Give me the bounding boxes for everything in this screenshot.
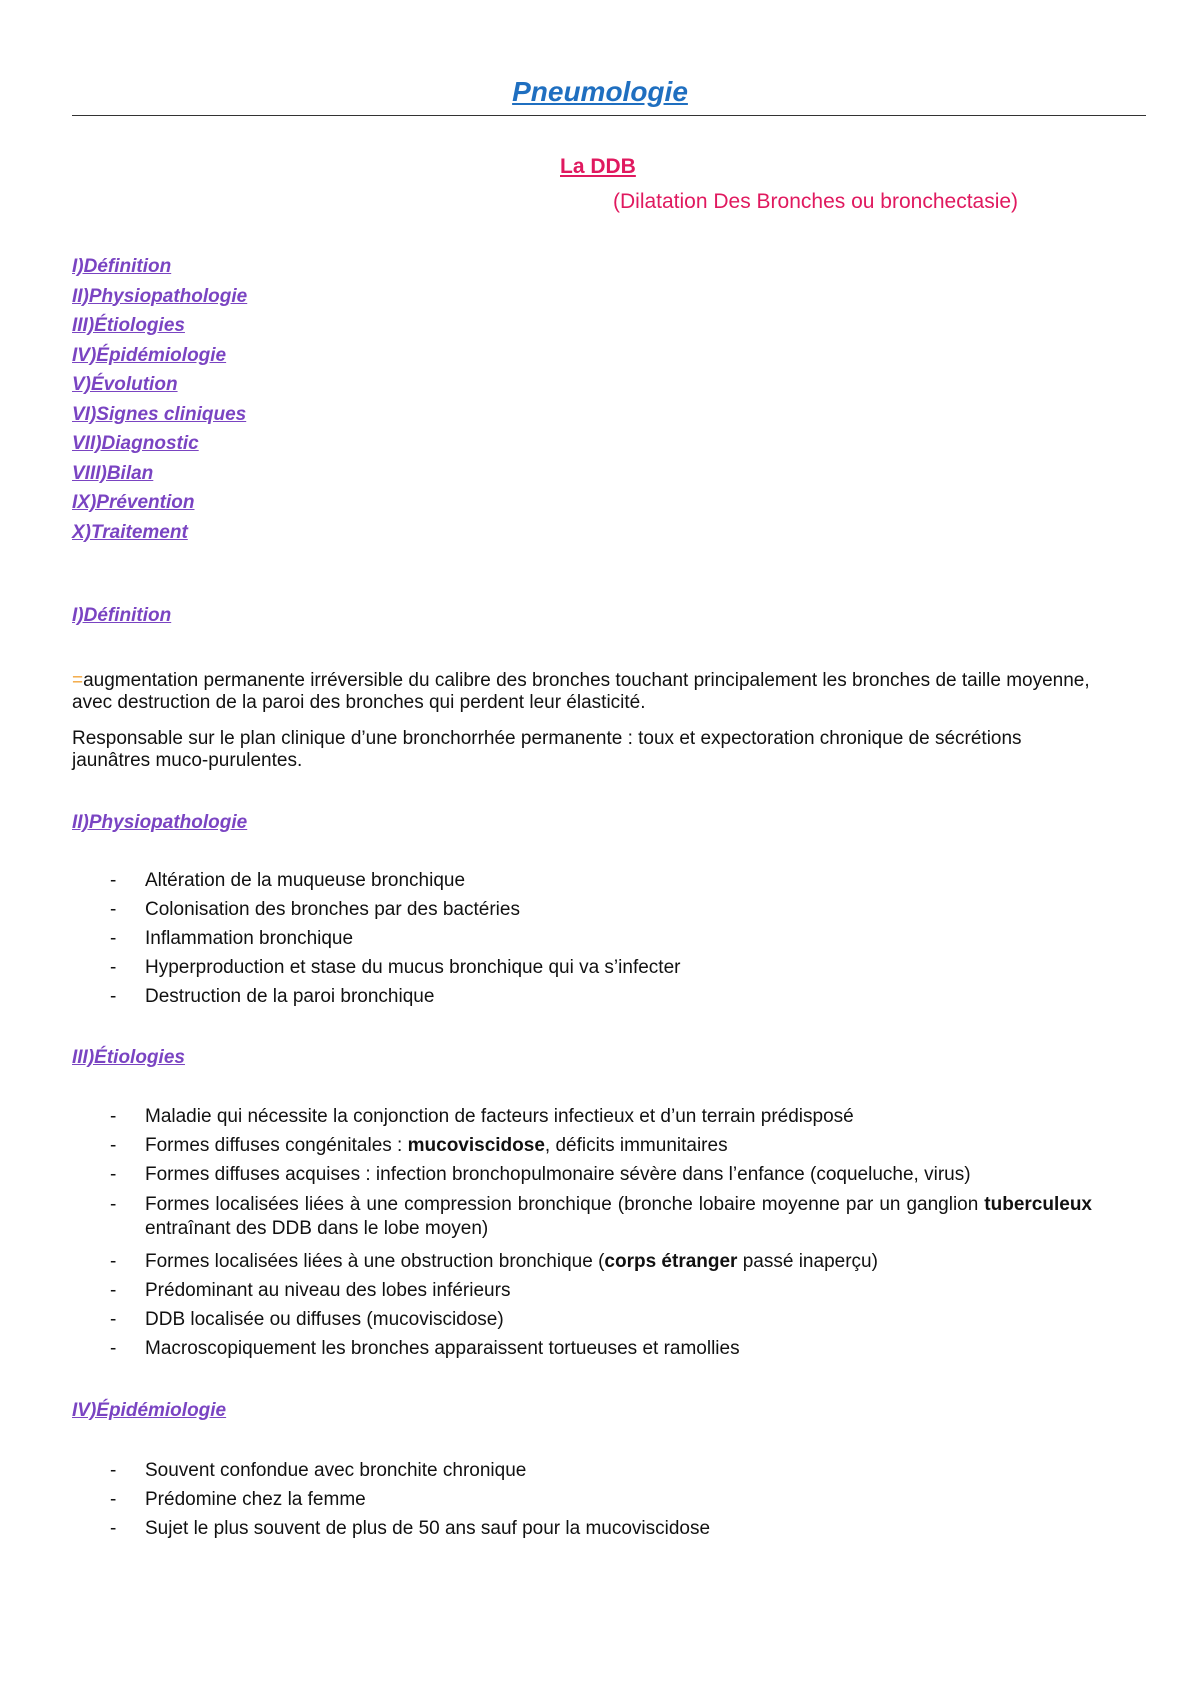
list-item: - DDB localisée ou diffuses (mucoviscidose) (72, 1305, 1092, 1334)
section-heading-physiopathologie: II)Physiopathologie (72, 812, 248, 833)
table-of-contents (72, 252, 247, 547)
subject-title: La DDB (560, 155, 636, 178)
section-heading-definition: I)Définition (72, 605, 172, 626)
list-item: - Macroscopiquement les bronches apparaissent tortueuses et ramollies (72, 1334, 1092, 1363)
definition-paragraph (72, 670, 1112, 714)
list-item: - Altération de la muqueuse bronchique (72, 866, 1092, 895)
item-text: Formes localisées liées à une obstruction bronchique ( (145, 1251, 605, 1272)
list-item: - Souvent confondue avec bronchite chronique (72, 1456, 1092, 1485)
subject-subtitle: (Dilatation Des Bronches ou bronchectasie) (613, 190, 1019, 213)
list-item: - Destruction de la paroi bronchique (72, 982, 1092, 1011)
toc-link-epidemiologie[interactable]: IV)Épidémiologie (72, 344, 227, 366)
list-item: - Maladie qui nécessite la conjonction de facteurs infectieux et d’un terrain prédisposé (72, 1102, 1092, 1131)
toc-link-etiologies[interactable]: III)Étiologies (72, 315, 185, 336)
item-emphasis: corps étranger (604, 1251, 738, 1272)
item-text: Formes localisées liées à une compression bronchique (bronche lobaire moyenne par un ganglion (145, 1194, 985, 1215)
item-text: entraînant des DDB dans le lobe moyen) (145, 1218, 489, 1239)
item-emphasis: tuberculeux (984, 1194, 1092, 1215)
item-text: Formes diffuses congénitales : (145, 1135, 408, 1156)
toc-link-evolution[interactable]: V)Évolution (72, 374, 178, 395)
toc-link-physiopathologie[interactable]: II)Physiopathologie (72, 285, 248, 307)
item-emphasis: mucoviscidose (407, 1135, 545, 1156)
list-item: - Prédomine chez la femme (72, 1485, 1092, 1514)
equals-sign: = (72, 670, 84, 691)
section-heading-epidemiologie: IV)Épidémiologie (72, 1400, 227, 1421)
toc-link-definition[interactable]: I)Définition (72, 256, 172, 277)
item-text: , déficits immunitaires (544, 1135, 728, 1156)
item-text: passé inaperçu) (737, 1251, 878, 1272)
toc-link-bilan[interactable]: VIII)Bilan (72, 462, 154, 484)
list-item: - Sujet le plus souvent de plus de 50 ans sauf pour la mucoviscidose (72, 1514, 1092, 1543)
list-item: - Hyperproduction et stase du mucus bronchique qui va s’infecter (72, 953, 1092, 982)
etiologies-list (72, 1102, 1092, 1363)
clinical-paragraph: Responsable sur le plan clinique d’une bronchorrhée permanente : toux et expectoration chronique de sécrétions jaunâtres muco-purulentes. (72, 728, 1022, 771)
list-item (72, 1193, 1092, 1241)
list-item: - Formes diffuses acquises : infection bronchopulmonaire sévère dans l’enfance (coqueluche, virus) (72, 1160, 1092, 1189)
toc-link-traitement[interactable]: X)Traitement (72, 521, 188, 543)
list-item: - Inflammation bronchique (72, 924, 1092, 953)
definition-text: augmentation permanente irréversible du calibre des bronches touchant principalement les bronches de taille moyenne, avec destruction de la paroi des bronches qui perdent leur élasticité. (72, 670, 1090, 713)
list-item: - Prédominant au niveau des lobes inférieurs (72, 1276, 1092, 1305)
list-item (72, 1247, 1092, 1276)
list-item (72, 1131, 1092, 1160)
page-title: Pneumologie (512, 76, 688, 107)
epidemiologie-list (72, 1456, 1092, 1543)
section-heading-etiologies: III)Étiologies (72, 1047, 185, 1068)
toc-link-prevention[interactable]: IX)Prévention (72, 492, 195, 513)
physiopathologie-list (72, 866, 1092, 1011)
toc-link-signes-cliniques[interactable]: VI)Signes cliniques (72, 403, 247, 425)
toc-link-diagnostic[interactable]: VII)Diagnostic (72, 433, 199, 454)
list-item: - Colonisation des bronches par des bactéries (72, 895, 1092, 924)
title-divider (72, 115, 1146, 116)
